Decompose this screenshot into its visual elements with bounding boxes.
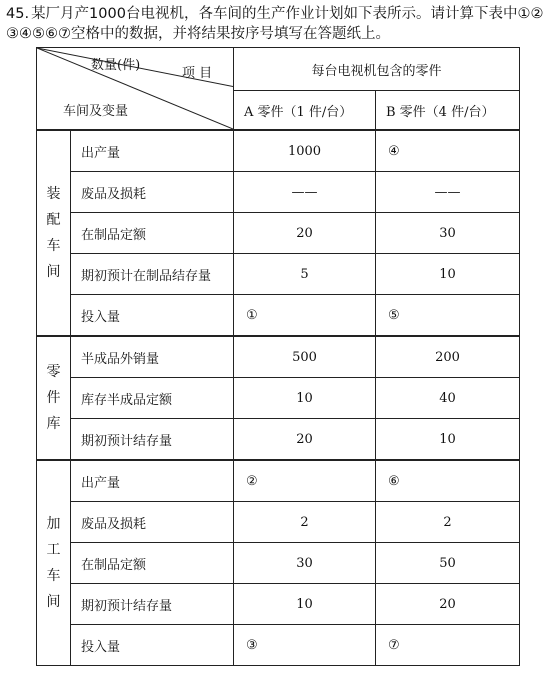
row-item-label: 期初预计在制品结存量 [71,254,234,295]
part-b-value: 20 [376,584,520,625]
part-a-value: ② [234,460,376,502]
table-row [37,502,520,543]
table-row [37,213,520,254]
row-item-label: 废品及损耗 [71,172,234,213]
header-item-label: 项 目 [182,66,213,81]
header-workshop-label: 车间及变量 [63,104,129,119]
group-label [37,460,71,666]
table-row [37,254,520,295]
part-b-value: 200 [376,336,520,378]
question-number: 45. [6,6,30,22]
part-a-value: 500 [234,336,376,378]
table-row [37,336,520,378]
part-a-value: 30 [234,543,376,584]
production-plan-table [36,47,520,666]
part-b-value: ⑦ [376,625,520,666]
question-line-1: 某厂月产1000台电视机，各车间的生产作业计划如下表所示。请计算下表中①② [31,6,544,22]
diagonal-header-cell [37,48,234,131]
part-a-value: 10 [234,584,376,625]
part-b-value: 40 [376,378,520,419]
part-b-value: ⑥ [376,460,520,502]
row-item-label: 在制品定额 [71,213,234,254]
table-row [37,130,520,172]
row-item-label: 期初预计结存量 [71,584,234,625]
table-row [37,172,520,213]
header-part-a: A 零件（1 件/台） [234,91,376,131]
question-line-2: ③④⑤⑥⑦空格中的数据，并将结果按序号填写在答题纸上。 [6,26,390,42]
question-text [6,4,546,44]
group-label-text: 装 配 车 间 [46,186,61,280]
table-row [37,543,520,584]
table-row [37,419,520,461]
table-row [37,378,520,419]
header-quantity-label: 数量(件) [91,58,141,73]
part-a-value: 20 [234,419,376,461]
group-label [37,130,71,336]
part-a-value: 1000 [234,130,376,172]
row-item-label: 库存半成品定额 [71,378,234,419]
part-b-value: 30 [376,213,520,254]
part-b-value: 2 [376,502,520,543]
table-row [37,460,520,502]
header-parts-per-tv: 每台电视机包含的零件 [234,48,520,91]
part-b-value: ⑤ [376,295,520,337]
part-a-value: —— [234,172,376,213]
group-label [37,336,71,460]
part-a-value: 10 [234,378,376,419]
group-label-text: 零 件 库 [46,364,61,432]
header-part-b: B 零件（4 件/台） [376,91,520,131]
part-b-value: 10 [376,419,520,461]
part-b-value: 50 [376,543,520,584]
table-row [37,295,520,337]
table-row [37,584,520,625]
row-item-label: 期初预计结存量 [71,419,234,461]
part-a-value: ① [234,295,376,337]
part-b-value: 10 [376,254,520,295]
row-item-label: 出产量 [71,460,234,502]
part-b-value: ④ [376,130,520,172]
row-item-label: 半成品外销量 [71,336,234,378]
row-item-label: 出产量 [71,130,234,172]
row-item-label: 在制品定额 [71,543,234,584]
part-b-value: —— [376,172,520,213]
part-a-value: 20 [234,213,376,254]
row-item-label: 废品及损耗 [71,502,234,543]
row-item-label: 投入量 [71,295,234,337]
part-a-value: 2 [234,502,376,543]
group-label-text: 加 工 车 间 [46,516,61,610]
table-row [37,625,520,666]
part-a-value: 5 [234,254,376,295]
part-a-value: ③ [234,625,376,666]
row-item-label: 投入量 [71,625,234,666]
